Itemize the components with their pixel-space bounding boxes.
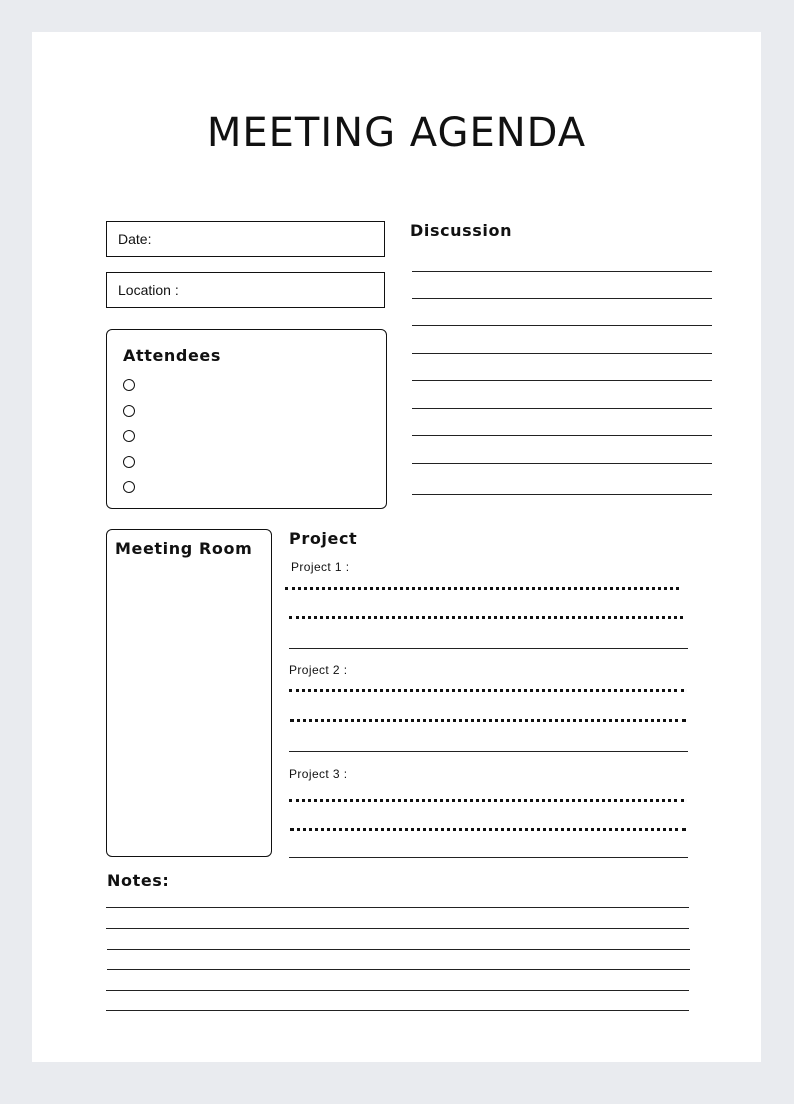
project-1-line[interactable] xyxy=(289,648,688,649)
project-2-dotted-line-2[interactable] xyxy=(290,719,686,722)
attendee-checkbox-5[interactable] xyxy=(123,481,135,493)
attendee-checkbox-3[interactable] xyxy=(123,430,135,442)
project-heading: Project xyxy=(289,529,358,548)
discussion-heading: Discussion xyxy=(410,221,513,240)
location-label: Location : xyxy=(118,282,179,298)
notes-line-4[interactable] xyxy=(107,969,690,970)
agenda-page xyxy=(32,32,761,1062)
notes-heading: Notes: xyxy=(107,871,170,890)
date-field[interactable] xyxy=(106,221,385,257)
notes-line-5[interactable] xyxy=(106,990,689,991)
discussion-line-2[interactable] xyxy=(412,298,712,299)
attendees-box xyxy=(106,329,387,509)
discussion-line-9[interactable] xyxy=(412,494,712,495)
discussion-line-4[interactable] xyxy=(412,353,712,354)
date-label: Date: xyxy=(118,231,152,247)
attendees-heading: Attendees xyxy=(123,346,222,365)
project-2-dotted-line-1[interactable] xyxy=(289,689,684,692)
discussion-line-8[interactable] xyxy=(412,463,712,464)
discussion-line-1[interactable] xyxy=(412,271,712,272)
discussion-line-6[interactable] xyxy=(412,408,712,409)
project-2-label: Project 2 : xyxy=(289,663,348,677)
attendee-checkbox-2[interactable] xyxy=(123,405,135,417)
notes-line-1[interactable] xyxy=(106,907,689,908)
notes-line-6[interactable] xyxy=(106,1010,689,1011)
location-field[interactable] xyxy=(106,272,385,308)
attendee-checkbox-1[interactable] xyxy=(123,379,135,391)
project-1-dotted-line-2[interactable] xyxy=(289,616,683,619)
meeting-room-heading: Meeting Room xyxy=(115,539,253,558)
project-3-label: Project 3 : xyxy=(289,767,348,781)
project-3-line[interactable] xyxy=(289,857,688,858)
project-2-line[interactable] xyxy=(289,751,688,752)
project-3-dotted-line-1[interactable] xyxy=(289,799,684,802)
discussion-line-3[interactable] xyxy=(412,325,712,326)
notes-line-2[interactable] xyxy=(106,928,689,929)
attendee-checkbox-4[interactable] xyxy=(123,456,135,468)
project-3-dotted-line-2[interactable] xyxy=(290,828,686,831)
project-1-label: Project 1 : xyxy=(291,560,350,574)
discussion-line-7[interactable] xyxy=(412,435,712,436)
meeting-room-box[interactable] xyxy=(106,529,272,857)
project-1-dotted-line-1[interactable] xyxy=(285,587,679,590)
page-title: MEETING AGENDA xyxy=(206,110,587,156)
discussion-line-5[interactable] xyxy=(412,380,712,381)
notes-line-3[interactable] xyxy=(107,949,690,950)
